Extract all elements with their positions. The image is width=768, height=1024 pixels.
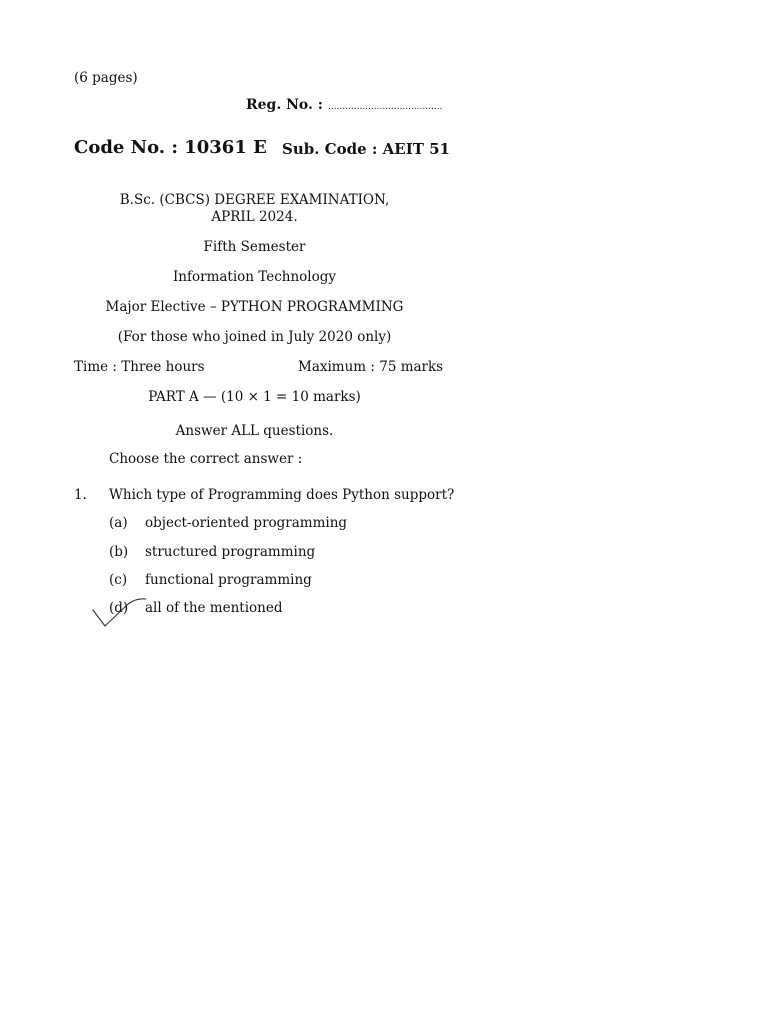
sub-code: Sub. Code : AEIT 51 (282, 140, 450, 158)
semester: Fifth Semester (203, 239, 306, 255)
option-b-text: structured programming (145, 544, 316, 560)
option-a-label: (a) (109, 515, 128, 531)
part-a-instruction: Answer ALL questions. (175, 423, 334, 439)
question-text: Which type of Programming does Python support? (109, 487, 455, 503)
option-c-label: (c) (109, 572, 128, 588)
question-number: 1. (74, 487, 87, 503)
exam-title-line2: APRIL 2024. (211, 209, 298, 225)
reg-no-label: Reg. No. : (246, 97, 323, 113)
handwritten-tick-mark-icon (90, 596, 150, 630)
exam-title-line1: B.Sc. (CBCS) DEGREE EXAMINATION, (119, 192, 390, 208)
department: Information Technology (172, 269, 337, 285)
subject: Major Elective – PYTHON PROGRAMMING (105, 299, 404, 315)
option-d-text: all of the mentioned (145, 600, 283, 616)
option-b-label: (b) (109, 544, 129, 560)
reg-no (246, 94, 442, 113)
reg-no-dots: ........................................ (327, 102, 443, 112)
option-c-text: functional programming (145, 572, 312, 588)
page-count: (6 pages) (74, 70, 138, 86)
option-d-label: (d) (109, 600, 129, 616)
maximum-marks: Maximum : 75 marks (298, 359, 444, 375)
choose-instruction: Choose the correct answer : (109, 451, 303, 467)
option-a-text: object-oriented programming (145, 515, 348, 531)
eligibility: (For those who joined in July 2020 only) (117, 329, 392, 345)
exam-time: Time : Three hours (74, 359, 205, 375)
part-a-heading: PART A — (10 × 1 = 10 marks) (148, 389, 361, 405)
code-number: Code No. : 10361 E (74, 137, 267, 158)
